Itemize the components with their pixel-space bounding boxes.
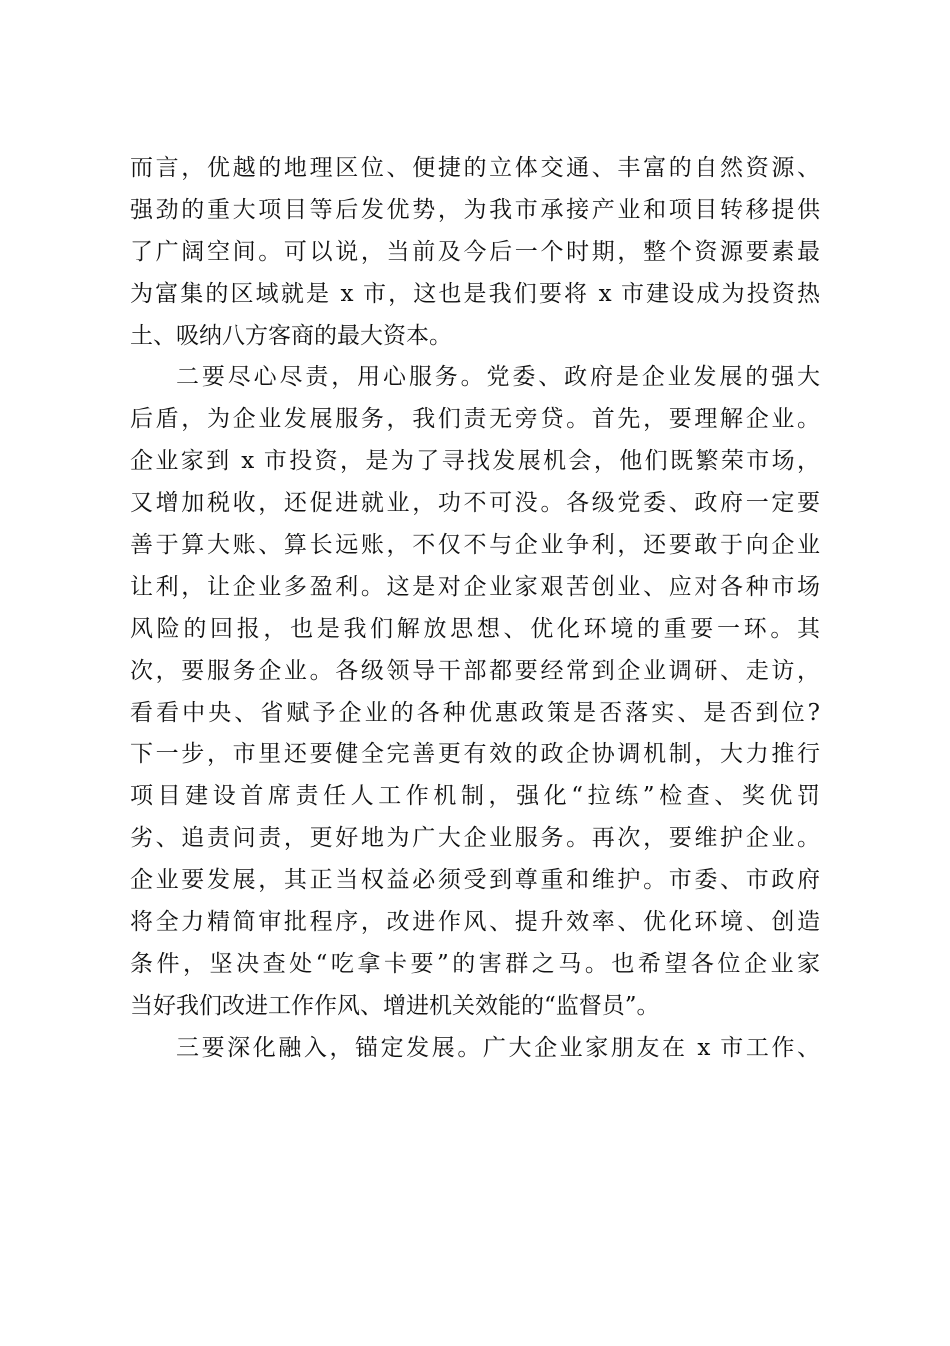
text-line: 了广阔空间。可以说，当前及今后一个时期，整个资源要素最 — [130, 238, 820, 265]
text-line: 而言，优越的地理区位、便捷的立体交通、丰富的自然资源、 — [130, 155, 820, 181]
text-line: 将全力精简审批程序，改进作风、提升效率、优化环境、创造 — [130, 909, 820, 936]
text-line: 劣、追责问责，更好地为广大企业服务。再次，要维护企业。 — [130, 825, 820, 852]
text-line: 企业要发展，其正当权益必须受到尊重和维护。市委、市政府 — [130, 867, 820, 894]
text-line: 后盾，为企业发展服务，我们责无旁贷。首先，要理解企业。 — [130, 406, 820, 433]
paragraph-3 — [130, 1028, 820, 1070]
paragraph-2 — [130, 357, 820, 1027]
text-line: 强劲的重大项目等后发优势，为我市承接产业和项目转移提供 — [130, 196, 820, 223]
text-line: 条件，坚决查处“吃拿卡要”的害群之马。也希望各位企业家 — [130, 950, 820, 977]
text-line: 风险的回报，也是我们解放思想、优化环境的重要一环。其 — [130, 615, 820, 642]
text-line: 项目建设首席责任人工作机制，强化“拉练”检查、奖优罚 — [130, 783, 820, 810]
text-line: 善于算大账、算长远账，不仅不与企业争利，还要敢于向企业 — [130, 532, 820, 559]
text-line: 又增加税收，还促进就业，功不可没。各级党委、政府一定要 — [130, 490, 820, 517]
text-line: 企业家到 x 市投资，是为了寻找发展机会，他们既繁荣市场， — [130, 448, 820, 475]
document-body — [130, 148, 820, 1070]
text-line: 次，要服务企业。各级领导干部都要经常到企业调研、走访， — [130, 657, 820, 684]
text-line: 为富集的区域就是 x 市，这也是我们要将 x 市建设成为投资热 — [130, 280, 820, 307]
paragraph-1 — [130, 148, 820, 357]
text-line: 看看中央、省赋予企业的各种优惠政策是否落实、是否到位? — [130, 699, 820, 726]
text-line: 三要深化融入，锚定发展。广大企业家朋友在 x 市工作、 — [176, 1034, 820, 1061]
text-line: 下一步，市里还要健全完善更有效的政企协调机制，大力推行 — [130, 741, 820, 768]
text-line: 当好我们改进工作作风、增进机关效能的“监督员”。 — [130, 992, 660, 1019]
text-line: 土、吸纳八方客商的最大资本。 — [130, 322, 452, 349]
text-line: 二要尽心尽责，用心服务。党委、政府是企业发展的强大 — [176, 364, 820, 391]
text-line: 让利，让企业多盈利。这是对企业家艰苦创业、应对各种市场 — [130, 573, 820, 600]
